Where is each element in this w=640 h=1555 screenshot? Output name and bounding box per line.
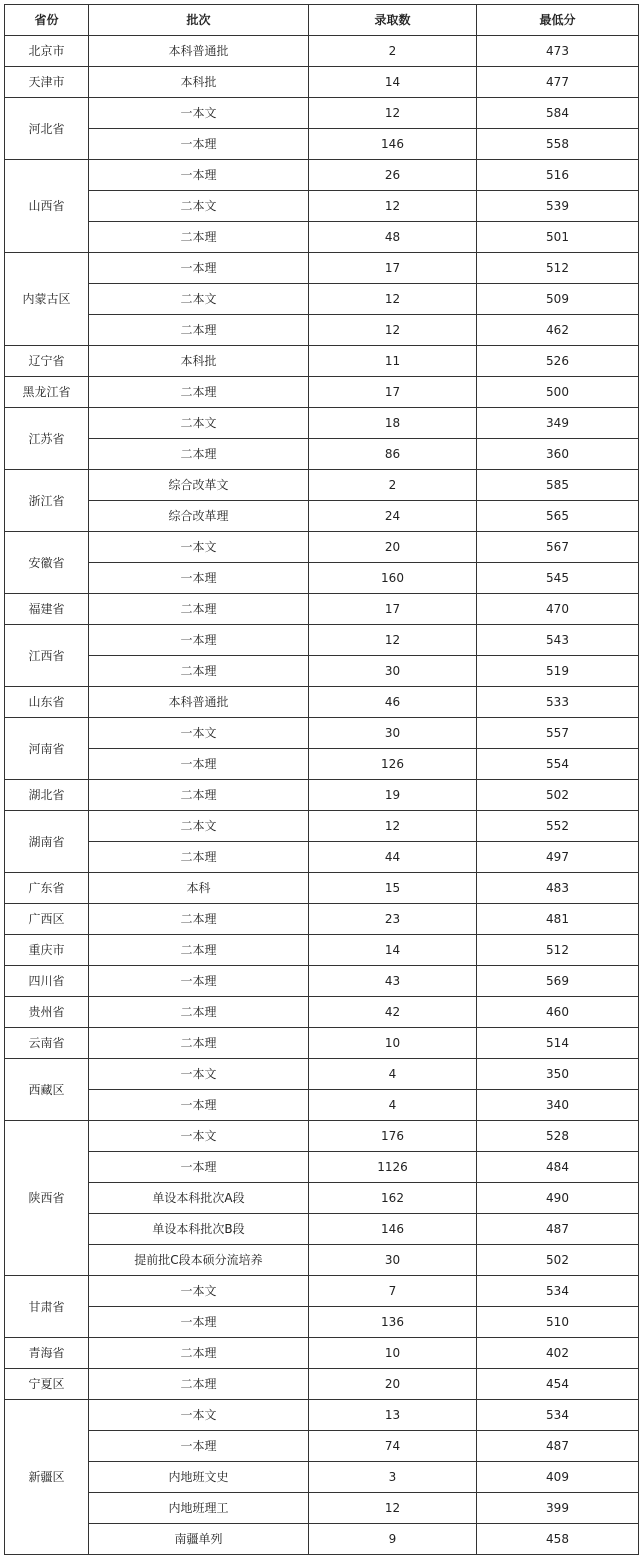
min-score-cell: 473: [477, 36, 639, 67]
province-cell: 江苏省: [5, 408, 89, 470]
admitted-cell: 44: [309, 842, 477, 873]
batch-cell: 一本文: [89, 1121, 309, 1152]
admitted-cell: 30: [309, 718, 477, 749]
batch-cell: 本科批: [89, 67, 309, 98]
admitted-cell: 126: [309, 749, 477, 780]
batch-cell: 二本文: [89, 284, 309, 315]
batch-cell: 二本理: [89, 377, 309, 408]
province-cell: 江西省: [5, 625, 89, 687]
admitted-cell: 3: [309, 1462, 477, 1493]
table-row: [5, 873, 639, 904]
header-admitted: 录取数: [309, 5, 477, 36]
table-row: [5, 625, 639, 656]
min-score-cell: 565: [477, 501, 639, 532]
min-score-cell: 458: [477, 1524, 639, 1555]
min-score-cell: 526: [477, 346, 639, 377]
table-row: [5, 346, 639, 377]
min-score-cell: 512: [477, 935, 639, 966]
admitted-cell: 12: [309, 191, 477, 222]
batch-cell: 南疆单列: [89, 1524, 309, 1555]
admitted-cell: 26: [309, 160, 477, 191]
min-score-cell: 460: [477, 997, 639, 1028]
min-score-cell: 462: [477, 315, 639, 346]
min-score-cell: 509: [477, 284, 639, 315]
admitted-cell: 48: [309, 222, 477, 253]
batch-cell: 一本文: [89, 98, 309, 129]
min-score-cell: 512: [477, 253, 639, 284]
batch-cell: 一本理: [89, 1307, 309, 1338]
province-cell: 西藏区: [5, 1059, 89, 1121]
admitted-cell: 162: [309, 1183, 477, 1214]
table-row: [5, 1245, 639, 1276]
province-cell: 四川省: [5, 966, 89, 997]
table-row: [5, 1152, 639, 1183]
admitted-cell: 12: [309, 811, 477, 842]
min-score-cell: 490: [477, 1183, 639, 1214]
table-row: [5, 594, 639, 625]
table-row: [5, 1524, 639, 1555]
admitted-cell: 10: [309, 1338, 477, 1369]
table-row: [5, 1028, 639, 1059]
batch-cell: 一本文: [89, 532, 309, 563]
batch-cell: 二本理: [89, 997, 309, 1028]
min-score-cell: 483: [477, 873, 639, 904]
min-score-cell: 481: [477, 904, 639, 935]
table-row: [5, 563, 639, 594]
admitted-cell: 46: [309, 687, 477, 718]
min-score-cell: 409: [477, 1462, 639, 1493]
batch-cell: 一本理: [89, 1431, 309, 1462]
admitted-cell: 146: [309, 1214, 477, 1245]
min-score-cell: 502: [477, 780, 639, 811]
table-row: [5, 532, 639, 563]
admitted-cell: 2: [309, 470, 477, 501]
table-row: [5, 67, 639, 98]
admitted-cell: 43: [309, 966, 477, 997]
min-score-cell: 360: [477, 439, 639, 470]
min-score-cell: 585: [477, 470, 639, 501]
batch-cell: 一本理: [89, 1152, 309, 1183]
batch-cell: 内地班文史: [89, 1462, 309, 1493]
admitted-cell: 14: [309, 67, 477, 98]
table-row: [5, 1400, 639, 1431]
min-score-cell: 399: [477, 1493, 639, 1524]
min-score-cell: 567: [477, 532, 639, 563]
admitted-cell: 20: [309, 532, 477, 563]
min-score-cell: 402: [477, 1338, 639, 1369]
table-row: [5, 129, 639, 160]
province-cell: 陕西省: [5, 1121, 89, 1276]
min-score-cell: 554: [477, 749, 639, 780]
province-cell: 广东省: [5, 873, 89, 904]
province-cell: 重庆市: [5, 935, 89, 966]
province-cell: 贵州省: [5, 997, 89, 1028]
table-row: [5, 1462, 639, 1493]
batch-cell: 二本文: [89, 811, 309, 842]
batch-cell: 一本文: [89, 1276, 309, 1307]
batch-cell: 二本理: [89, 1338, 309, 1369]
min-score-cell: 454: [477, 1369, 639, 1400]
batch-cell: 一本文: [89, 718, 309, 749]
min-score-cell: 487: [477, 1214, 639, 1245]
admitted-cell: 30: [309, 656, 477, 687]
min-score-cell: 497: [477, 842, 639, 873]
batch-cell: 本科普通批: [89, 36, 309, 67]
batch-cell: 二本文: [89, 408, 309, 439]
batch-cell: 本科批: [89, 346, 309, 377]
batch-cell: 综合改革文: [89, 470, 309, 501]
province-cell: 福建省: [5, 594, 89, 625]
table-row: [5, 1307, 639, 1338]
admitted-cell: 20: [309, 1369, 477, 1400]
batch-cell: 二本文: [89, 191, 309, 222]
batch-cell: 二本理: [89, 594, 309, 625]
batch-cell: 单设本科批次A段: [89, 1183, 309, 1214]
table-row: [5, 1338, 639, 1369]
admitted-cell: 10: [309, 1028, 477, 1059]
admitted-cell: 17: [309, 594, 477, 625]
table-row: [5, 1431, 639, 1462]
table-row: [5, 718, 639, 749]
batch-cell: 二本理: [89, 656, 309, 687]
batch-cell: 二本理: [89, 1028, 309, 1059]
min-score-cell: 558: [477, 129, 639, 160]
batch-cell: 一本理: [89, 160, 309, 191]
min-score-cell: 487: [477, 1431, 639, 1462]
admitted-cell: 136: [309, 1307, 477, 1338]
batch-cell: 二本理: [89, 439, 309, 470]
header-min-score: 最低分: [477, 5, 639, 36]
table-row: [5, 1090, 639, 1121]
table-row: [5, 98, 639, 129]
table-row: [5, 1493, 639, 1524]
table-row: [5, 1183, 639, 1214]
header-batch: 批次: [89, 5, 309, 36]
batch-cell: 提前批C段本硕分流培养: [89, 1245, 309, 1276]
batch-cell: 一本文: [89, 1059, 309, 1090]
admitted-cell: 13: [309, 1400, 477, 1431]
table-row: [5, 1059, 639, 1090]
admitted-cell: 17: [309, 253, 477, 284]
admitted-cell: 4: [309, 1090, 477, 1121]
batch-cell: 一本理: [89, 129, 309, 160]
table-row: [5, 315, 639, 346]
admitted-cell: 30: [309, 1245, 477, 1276]
min-score-cell: 557: [477, 718, 639, 749]
min-score-cell: 340: [477, 1090, 639, 1121]
admitted-cell: 74: [309, 1431, 477, 1462]
min-score-cell: 584: [477, 98, 639, 129]
min-score-cell: 484: [477, 1152, 639, 1183]
table-body: [5, 36, 639, 1555]
table-row: [5, 470, 639, 501]
min-score-cell: 510: [477, 1307, 639, 1338]
admitted-cell: 42: [309, 997, 477, 1028]
batch-cell: 单设本科批次B段: [89, 1214, 309, 1245]
batch-cell: 二本理: [89, 1369, 309, 1400]
province-cell: 云南省: [5, 1028, 89, 1059]
admitted-cell: 7: [309, 1276, 477, 1307]
table-row: [5, 997, 639, 1028]
batch-cell: 一本理: [89, 253, 309, 284]
province-cell: 宁夏区: [5, 1369, 89, 1400]
table-row: [5, 966, 639, 997]
province-cell: 山西省: [5, 160, 89, 253]
admitted-cell: 86: [309, 439, 477, 470]
batch-cell: 本科: [89, 873, 309, 904]
table-row: [5, 935, 639, 966]
table-row: [5, 408, 639, 439]
admitted-cell: 146: [309, 129, 477, 160]
min-score-cell: 569: [477, 966, 639, 997]
admitted-cell: 12: [309, 1493, 477, 1524]
table-row: [5, 191, 639, 222]
admitted-cell: 1126: [309, 1152, 477, 1183]
table-row: [5, 501, 639, 532]
table-row: [5, 439, 639, 470]
province-cell: 北京市: [5, 36, 89, 67]
batch-cell: 内地班理工: [89, 1493, 309, 1524]
admitted-cell: 160: [309, 563, 477, 594]
province-cell: 甘肃省: [5, 1276, 89, 1338]
table-row: [5, 1369, 639, 1400]
admitted-cell: 12: [309, 284, 477, 315]
min-score-cell: 528: [477, 1121, 639, 1152]
province-cell: 内蒙古区: [5, 253, 89, 346]
batch-cell: 综合改革理: [89, 501, 309, 532]
min-score-cell: 470: [477, 594, 639, 625]
admitted-cell: 19: [309, 780, 477, 811]
batch-cell: 一本理: [89, 749, 309, 780]
batch-cell: 二本理: [89, 222, 309, 253]
province-cell: 新疆区: [5, 1400, 89, 1555]
min-score-cell: 514: [477, 1028, 639, 1059]
admitted-cell: 12: [309, 98, 477, 129]
min-score-cell: 552: [477, 811, 639, 842]
min-score-cell: 349: [477, 408, 639, 439]
table-row: [5, 1121, 639, 1152]
table-row: [5, 253, 639, 284]
batch-cell: 一本理: [89, 625, 309, 656]
batch-cell: 二本理: [89, 780, 309, 811]
min-score-cell: 350: [477, 1059, 639, 1090]
min-score-cell: 545: [477, 563, 639, 594]
min-score-cell: 501: [477, 222, 639, 253]
admitted-cell: 11: [309, 346, 477, 377]
province-cell: 辽宁省: [5, 346, 89, 377]
province-cell: 河南省: [5, 718, 89, 780]
admitted-cell: 2: [309, 36, 477, 67]
batch-cell: 一本文: [89, 1400, 309, 1431]
admitted-cell: 24: [309, 501, 477, 532]
batch-cell: 二本理: [89, 842, 309, 873]
header-row: [5, 5, 639, 36]
header-province: 省份: [5, 5, 89, 36]
province-cell: 湖北省: [5, 780, 89, 811]
province-cell: 黑龙江省: [5, 377, 89, 408]
table-row: [5, 222, 639, 253]
batch-cell: 二本理: [89, 935, 309, 966]
province-cell: 湖南省: [5, 811, 89, 873]
table-row: [5, 36, 639, 67]
admitted-cell: 14: [309, 935, 477, 966]
min-score-cell: 539: [477, 191, 639, 222]
province-cell: 安徽省: [5, 532, 89, 594]
province-cell: 广西区: [5, 904, 89, 935]
admitted-cell: 12: [309, 315, 477, 346]
min-score-cell: 543: [477, 625, 639, 656]
min-score-cell: 533: [477, 687, 639, 718]
min-score-cell: 534: [477, 1400, 639, 1431]
batch-cell: 二本理: [89, 315, 309, 346]
min-score-cell: 502: [477, 1245, 639, 1276]
table-row: [5, 842, 639, 873]
province-cell: 山东省: [5, 687, 89, 718]
admitted-cell: 176: [309, 1121, 477, 1152]
batch-cell: 一本理: [89, 966, 309, 997]
min-score-cell: 500: [477, 377, 639, 408]
province-cell: 青海省: [5, 1338, 89, 1369]
admitted-cell: 23: [309, 904, 477, 935]
province-cell: 天津市: [5, 67, 89, 98]
table-row: [5, 1276, 639, 1307]
admitted-cell: 15: [309, 873, 477, 904]
batch-cell: 二本理: [89, 904, 309, 935]
table-row: [5, 160, 639, 191]
province-cell: 浙江省: [5, 470, 89, 532]
admission-table: [4, 4, 639, 1555]
table-row: [5, 687, 639, 718]
admitted-cell: 18: [309, 408, 477, 439]
table-row: [5, 749, 639, 780]
table-row: [5, 780, 639, 811]
batch-cell: 一本理: [89, 1090, 309, 1121]
table-row: [5, 284, 639, 315]
table-row: [5, 904, 639, 935]
min-score-cell: 534: [477, 1276, 639, 1307]
admitted-cell: 17: [309, 377, 477, 408]
batch-cell: 本科普通批: [89, 687, 309, 718]
min-score-cell: 477: [477, 67, 639, 98]
admitted-cell: 9: [309, 1524, 477, 1555]
admitted-cell: 12: [309, 625, 477, 656]
table-row: [5, 811, 639, 842]
province-cell: 河北省: [5, 98, 89, 160]
table-row: [5, 656, 639, 687]
admitted-cell: 4: [309, 1059, 477, 1090]
table-row: [5, 1214, 639, 1245]
min-score-cell: 516: [477, 160, 639, 191]
batch-cell: 一本理: [89, 563, 309, 594]
table-row: [5, 377, 639, 408]
min-score-cell: 519: [477, 656, 639, 687]
